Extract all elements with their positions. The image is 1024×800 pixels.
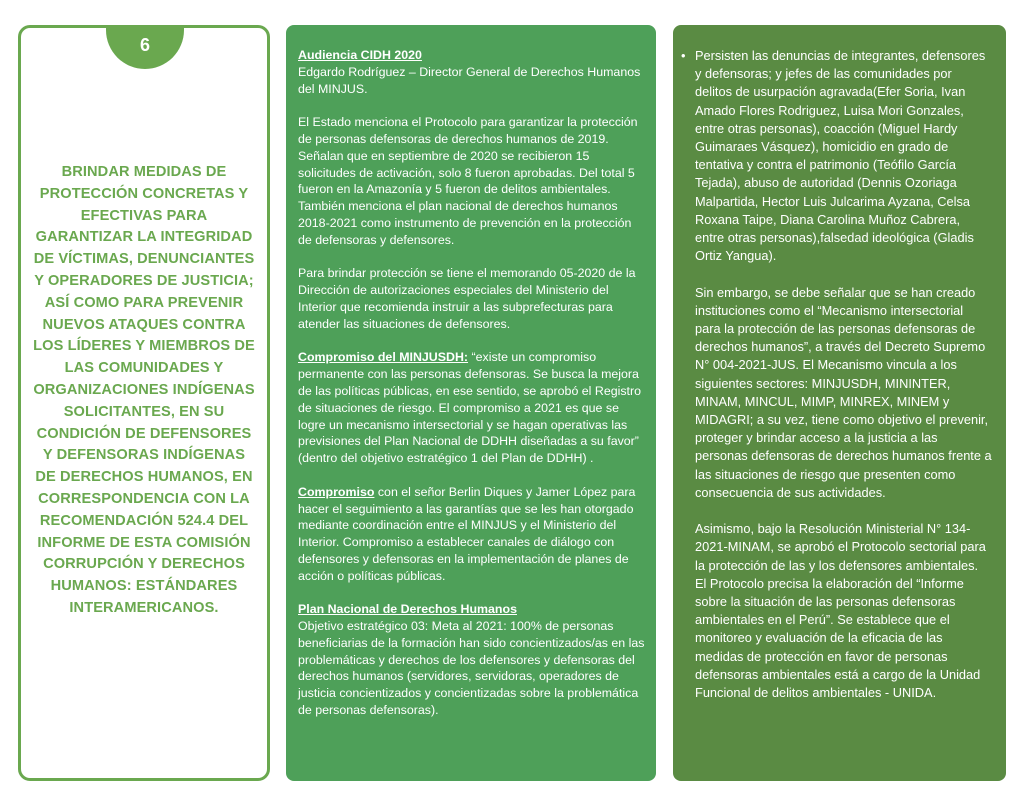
plan-nacional-heading: Plan Nacional de Derechos Humanos — [298, 602, 517, 617]
compromiso-minjusdh-paragraph — [298, 349, 646, 467]
right-panel — [673, 25, 1006, 781]
compromiso-text: con el señor Berlin Diques y Jamer López para hacer el seguimiento a las garantías que se les han otorgado mediante coordinación entre el MINJUS y el Ministerio del Interior. Compromiso a establecer canales de diálogo con defensores y defensoras en la implementación de planes de acción o políticas públicas. — [298, 484, 636, 583]
audiencia-speaker: Edgardo Rodríguez – Director General de Derechos Humanos del MINJUS. — [298, 64, 641, 96]
compromiso-paragraph — [298, 484, 646, 585]
audiencia-paragraph-memorando: Para brindar protección se tiene el memorando 05-2020 de la Dirección de autorizaciones especiales del Ministerio del Interior que recomienda instruir a las subprefecturas para atender las situaciones de defensores. — [298, 266, 636, 331]
plan-nacional-text: Objetivo estratégico 03: Meta al 2021: 100% de personas beneficiarias de la formación han sido concientizados/as en las problemáticas y derechos de los defensores y defensoras del derechos humanos (servidores, servidoras, operadores de justicia concientizados y concientizadas sobre la problemática de personas defensoras). — [298, 619, 645, 718]
left-panel — [18, 25, 270, 781]
compromiso-minjusdh-heading: Compromiso del MINJUSDH: — [298, 350, 469, 365]
list-item — [681, 47, 992, 265]
compromiso-minjusdh-text: “existe un compromiso permanente con las personas defensoras. Se busca la mejora de las políticas públicas, en ese sentido, se aprobó el Registro de situaciones de riesgo. El compromiso a 2021 es que se logre un mecanismo intersectorial y se hagan operativas las previsiones del Plan Nacional de DDHH diseñadas a su favor” (dentro del objetivo estratégico 1 del Plan de DDHH) . — [298, 350, 642, 466]
bullet-icon: • — [681, 48, 686, 63]
protocolo-minam-paragraph: Asimismo, bajo la Resolución Ministerial N° 134-2021-MINAM, se aprobó el Protocolo sectorial para la protección de las y los defensores ambientales. El Protocolo precisa la elaboración del “Informe sobre la situación de las personas defensoras ambientales en el Perú”. Se establece que el monitoreo y evaluación de la eficacia de las medidas de protección en favor de personas defensoras ambientales está a cargo de la Unidad Funcional de delitos ambientales - UNIDA. — [695, 521, 986, 701]
denuncias-paragraph: Persisten las denuncias de integrantes, defensores y defensoras; y jefes de las comunidades por delitos de usurpación agravada(Efer Soria, Ivan Amado Flores Rodriguez, Luisa Mori Gonzales, entre otras personas), coacción (Miguel Hardy Guimaraes Vásquez), homicidio en grado de tentativa y contra el patrimonio (Teófilo García Tejada), abuso de autoridad (Dennis Ozoriaga Malpartida, Hector Luis Julcarima Ayzana, Celsa Roxana Taipe, Diana Carolina Muñoz Cabrera, entre otras personas),falsedad ideológica (Gladis Ortiz Yangua). — [695, 48, 986, 264]
recommendation-title: BRINDAR MEDIDAS DE PROTECCIÓN CONCRETAS Y EFECTIVAS PARA GARANTIZAR LA INTEGRIDAD DE VÍCTIMAS, DENUNCIANTES Y OPERADORES DE JUSTICIA; ASÍ COMO PARA PREVENIR NUEVOS ATAQUES CONTRA LOS LÍDERES Y MIEMBROS DE LAS COMUNIDADES Y ORGANIZACIONES INDÍGENAS SOLICITANTES, EN SU CONDICIÓN DE DEFENSORES Y DEFENSORAS INDÍGENAS DE DERECHOS HUMANOS, EN CORRESPONDENCIA CON LA RECOMENDACIÓN 524.4 DEL INFORME DE ESTA COMISIÓN CORRUPCIÓN Y DERECHOS HUMANOS: ESTÁNDARES INTERAMERICANOS. — [33, 164, 255, 616]
compromiso-heading: Compromiso — [298, 484, 375, 499]
middle-panel — [286, 25, 656, 781]
audiencia-heading: Audiencia CIDH 2020 — [298, 48, 422, 62]
audiencia-paragraph-protocol: El Estado menciona el Protocolo para garantizar la protección de personas defensoras de derechos humanos de 2019. Señalan que en septiembre de 2020 se recibieron 15 solicitudes de activación, solo 8 fueron aprobadas. Del total 5 fueron en la Amazonía y 5 fueron de delitos ambientales. También menciona el plan nacional de derechos humanos 2018-2021 como instrumento de prevención en la protección de defensoras y defensores. — [298, 115, 638, 247]
section-number-badge: 6 — [106, 25, 184, 69]
mecanismo-paragraph: Sin embargo, se debe señalar que se han creado instituciones como el “Mecanismo intersectorial para la protección de las personas defensoras de derechos humanos”, a través del Decreto Supremo N° 004-2021-JUS. El Mecanismo vincula a los siguientes sectores: MINJUSDH, MININTER, MINAM, MINCUL, MIMP, MINREX, MINEM y MIDAGRI; a su vez, tiene como objetivo el prevenir, proteger y brindar acceso a la justicia a las personas defensoras de derechos humanos frente a las situaciones de riesgo que presenten como consecuencia de sus actividades. — [695, 284, 992, 500]
